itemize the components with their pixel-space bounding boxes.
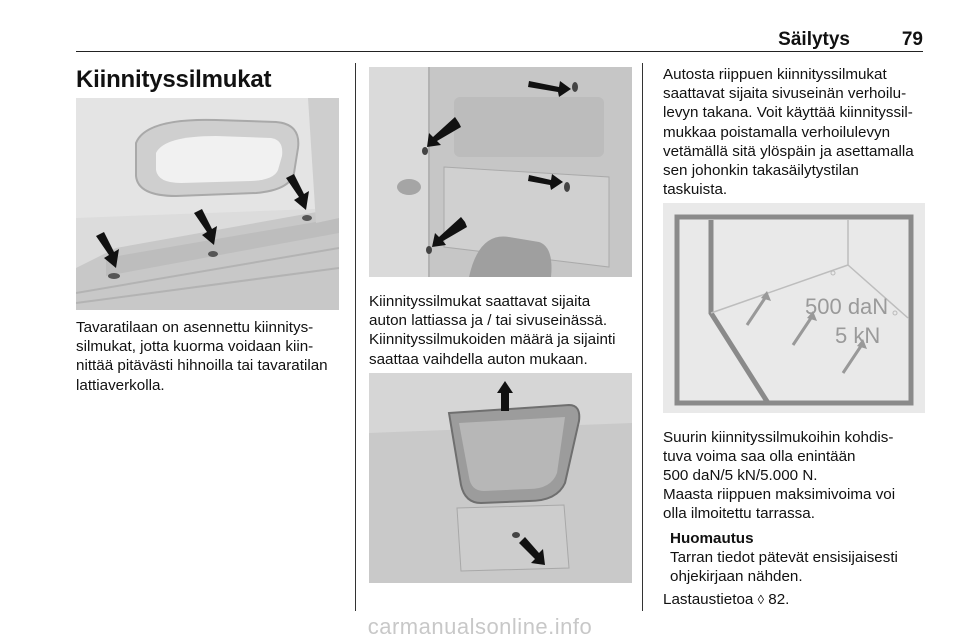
col1-line: lattiaverkolla. bbox=[76, 376, 165, 394]
col1-line: nittää pitävästi hihnoilla tai tavaratilan bbox=[76, 357, 328, 375]
col3-force-line: Suurin kiinnityssilmukoihin kohdis- bbox=[663, 429, 894, 446]
note-line: Tarran tiedot pätevät ensisijaisesti bbox=[670, 549, 898, 567]
watermark: carmanualsonline.info bbox=[367, 614, 593, 639]
label-force-dan: 500 daN bbox=[805, 294, 889, 319]
col3-force-line: tuva voima saa olla enintään bbox=[663, 448, 856, 466]
reference-page: 82. bbox=[768, 591, 790, 608]
figure-trim-panel bbox=[369, 373, 632, 583]
col3-force-line: 500 daN/5 kN/5.000 N. bbox=[663, 467, 818, 485]
arrow-ref-icon: ◊ bbox=[757, 592, 765, 607]
col2-line: Kiinnityssilmukat saattavat sijaita bbox=[369, 293, 591, 310]
reference-text: Lastaustietoa bbox=[663, 591, 754, 608]
column-divider-left bbox=[355, 63, 356, 611]
note-line: ohjekirjaan nähden. bbox=[670, 568, 803, 586]
note-block bbox=[670, 529, 898, 587]
col2-line: auton lattiassa ja / tai sivuseinässä. bbox=[369, 312, 608, 330]
col3-intro-line: vetämällä sitä ylöspäin ja asettamalla bbox=[663, 142, 914, 160]
note-heading: Huomautus bbox=[670, 530, 754, 547]
col3-intro-line: taskuista. bbox=[663, 181, 728, 199]
page-header-title: Säilytys bbox=[778, 29, 850, 50]
col1-line: Tavaratilaan on asennettu kiinnitys- bbox=[76, 319, 314, 336]
col3-maxforce-line: Maasta riippuen maksimivoima voi bbox=[663, 486, 896, 503]
header-rule bbox=[76, 51, 923, 52]
col2-line: saattaa vaihdella auton mukaan. bbox=[369, 350, 588, 368]
figure-load-label bbox=[663, 203, 925, 413]
column-divider-right bbox=[642, 63, 643, 611]
col3-intro-line: levyn takana. Voit käyttää kiinnityssil- bbox=[663, 104, 913, 122]
section-heading: Kiinnityssilmukat bbox=[76, 66, 272, 93]
page-number: 79 bbox=[901, 29, 923, 50]
reference-link[interactable] bbox=[663, 590, 789, 609]
col3-intro-line: sen johonkin takasäilytystilan bbox=[663, 162, 859, 180]
figure-cargo-floor bbox=[76, 98, 339, 310]
col2-line: Kiinnityssilmukoiden määrä ja sijainti bbox=[369, 331, 616, 349]
col3-intro-line: saattavat sijaita sivuseinän verhoilu- bbox=[663, 85, 907, 103]
col1-line: silmukat, jotta kuorma voidaan kiin- bbox=[76, 338, 314, 356]
col3-maxforce-line: olla ilmoitettu tarrassa. bbox=[663, 505, 815, 523]
col3-intro-line: mukkaa poistamalla verhoilulevyn bbox=[663, 123, 891, 141]
col3-intro-line: Autosta riippuen kiinnityssilmukat bbox=[663, 66, 887, 83]
figure-side-wall bbox=[369, 67, 632, 277]
label-force-kn: 5 kN bbox=[835, 323, 881, 348]
